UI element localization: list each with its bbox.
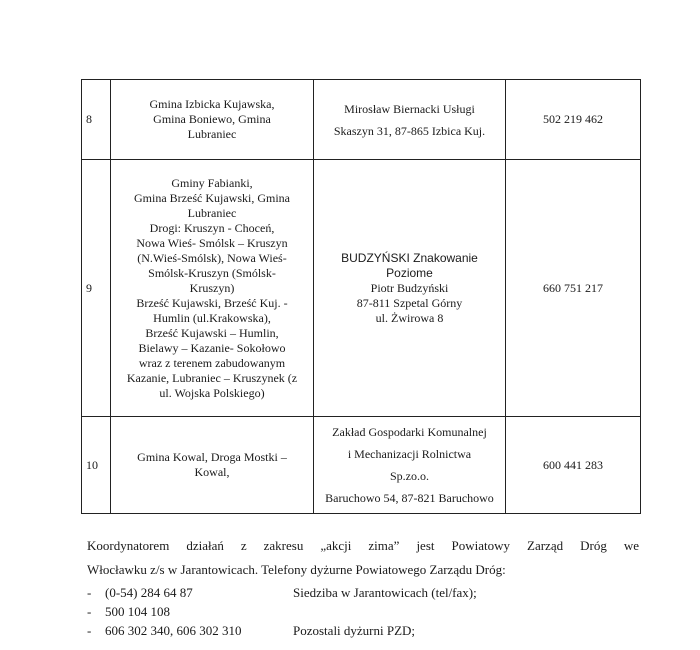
road-line: Kruszyn) (189, 280, 235, 295)
table-row (82, 160, 641, 417)
coordinator-paragraph-line-2: Włocławku z/s w Jarantowicach. Telefony dyżurne Powiatowego Zarządu Dróg: (87, 562, 506, 577)
area-cell (111, 80, 314, 160)
contact-list (87, 585, 647, 642)
coordinator-paragraph-line-1: Koordynatorem działań z zakresu „akcji zima” jest Powiatowy Zarząd Dróg we (87, 538, 639, 553)
road-line: wraz z terenem zabudowanym (138, 355, 286, 370)
list-item (87, 623, 647, 642)
contact-description: Siedziba w Jarantowicach (tel/fax); (293, 585, 477, 600)
road-line: Brześć Kujawski, Brześć Kuj. - (136, 295, 288, 310)
contractor-cell (314, 160, 506, 417)
contractor-line: Zakład Gospodarki Komunalnej (332, 425, 487, 439)
contractor-cell (314, 417, 506, 514)
contractor-line: Skaszyn 31, 87-865 Izbica Kuj. (333, 123, 486, 138)
contractors-table (81, 79, 641, 514)
road-line: Brześć Kujawski – Humlin, (145, 325, 279, 340)
contractor-line: ul. Żwirowa 8 (375, 310, 444, 325)
road-line: Kazanie, Lubraniec – Kruszynek (z (126, 370, 298, 385)
contact-description: Pozostali dyżurni PZD; (293, 623, 416, 638)
phone-cell: 502 219 462 (506, 80, 641, 160)
road-line: (N.Wieś-Smólsk), Nowa Wieś- (137, 250, 287, 265)
area-cell (111, 160, 314, 417)
area-line: Gmina Kowal, Droga Mostki – (137, 450, 287, 464)
table-row (82, 417, 641, 514)
area-line: Gmina Brześć Kujawski, Gmina (134, 190, 290, 205)
phone-numbers: 500 104 108 (105, 604, 170, 619)
row-number: 10 (82, 417, 111, 514)
contractor-line: i Mechanizacji Rolnictwa (347, 447, 472, 461)
phone-cell: 600 441 283 (506, 417, 641, 514)
area-line: Lubraniec (187, 127, 237, 141)
phone-numbers: (0-54) 284 64 87 (105, 585, 193, 600)
area-line: Kowal, (194, 465, 230, 479)
contractor-line: Sp.zo.o. (390, 469, 429, 483)
contractor-line: Mirosław Biernacki Usługi (344, 101, 475, 116)
area-line: Gmina Izbicka Kujawska, (149, 97, 275, 111)
contractor-line: Piotr Budzyński (370, 280, 449, 295)
road-line: ul. Wojska Polskiego) (159, 385, 265, 400)
road-line: Bielawy – Kazanie- Sokołowo (138, 340, 286, 355)
phone-cell: 660 751 217 (506, 160, 641, 417)
list-bullet: - (87, 623, 92, 638)
road-line: Drogi: Kruszyn - Choceń, (149, 220, 275, 235)
contractor-line: Poziome (386, 265, 433, 280)
list-bullet: - (87, 585, 92, 600)
area-cell (111, 417, 314, 514)
area-line: Gminy Fabianki, (171, 175, 253, 190)
list-item (87, 585, 647, 604)
table-row (82, 80, 641, 160)
list-bullet: - (87, 604, 92, 619)
area-line: Lubraniec (187, 205, 237, 220)
contractor-cell (314, 80, 506, 160)
road-line: Humlin (ul.Krakowska), (153, 310, 271, 325)
road-line: Nowa Wieś- Smólsk – Kruszyn (136, 235, 288, 250)
row-number: 8 (82, 80, 111, 160)
row-number: 9 (82, 160, 111, 417)
area-line: Gmina Boniewo, Gmina (153, 112, 271, 126)
phone-numbers: 606 302 340, 606 302 310 (105, 623, 242, 638)
contractor-line: 87-811 Szpetal Górny (356, 295, 463, 310)
contractor-line: Baruchowo 54, 87-821 Baruchowo (325, 491, 494, 505)
list-item (87, 604, 647, 623)
contractor-line: BUDZYŃSKI Znakowanie (341, 250, 478, 265)
road-line: Smólsk-Kruszyn (Smólsk- (148, 265, 276, 280)
